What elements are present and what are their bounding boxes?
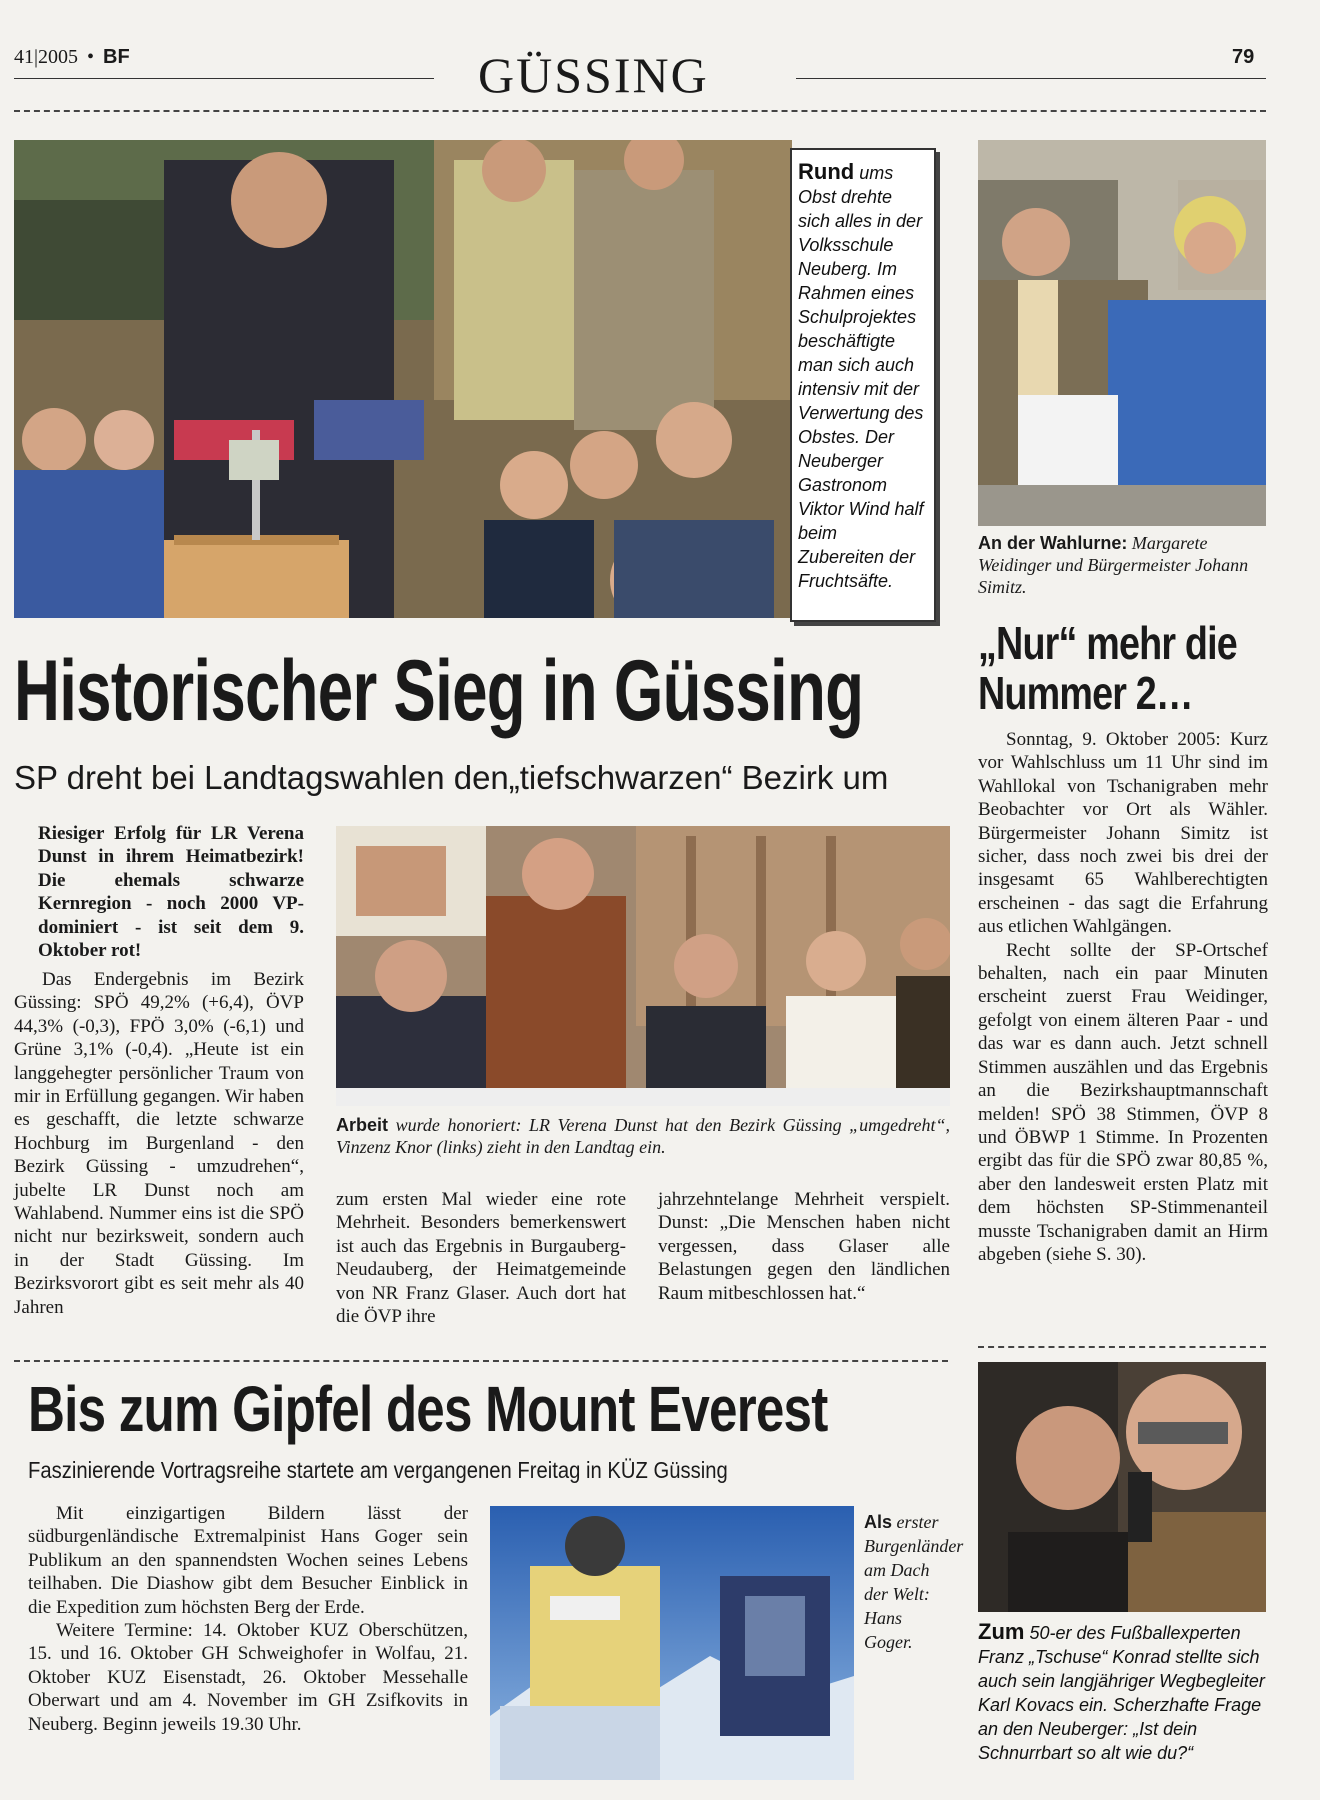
everest-para1: Mit einzigartigen Bildern lässt der südburgenländische Extremalpinist Hans Goger sein Publikum an den spannendsten Wochen seines Lebens teilhaben. Die Diashow gibt dem Besucher Einblick in die Expedition zum höchsten Berg der Erde. [28,1503,468,1618]
main-headline: Historischer Sieg in Güssing [14,643,864,739]
header-rule-right [796,78,1266,79]
main-lead: Riesiger Erfolg für LR Verena Dunst in ihrem Heimatbezirk! Die ehemals schwarze Kernregion - noch 2000 VP-dominiert - ist seit dem 9. Oktober rot! [38,823,304,962]
konrad-kovacs-photo [978,1362,1266,1612]
side-article-body [978,728,1268,1266]
main-col2-text: zum ersten Mal wieder eine rote Mehrheit. Besonders bemerkenswert ist auch das Ergebnis in Burgauberg-Neudauberg, der Heimatgemeinde von NR Franz Glaser. Auch dort hat die ÖVP ihre [336,1189,626,1328]
top-photo-caption-text: ums Obst drehte sich alles in der Volksschule Neuberg. Im Rahmen eines Schulprojektes beschäftigte man sich auch intensiv mit der Verwertung des Obstes. Der Neuberger Gastronom Viktor Wind half beim Zubereiten der Fruchtsäfte. [798,163,924,591]
bullet: • [87,46,95,68]
konrad-caption-text: 50-er des Fußballexperten Franz „Tschuse“ Konrad stellte sich auch sein langjähriger Wegbegleiter Karl Kovacs ein. Scherzhafte Frage an den Neuberger: „Ist dein Schnurrbart so alt wie du?“ [978,1623,1265,1763]
dunst-photo-caption [336,1114,950,1158]
konrad-photo-caption [978,1620,1266,1765]
everest-caption-lead: Als [864,1512,893,1532]
ballot-caption-text: Margarete Weidinger und Bürgermeister Johann Simitz. [978,533,1249,597]
section-title: GÜSSING [478,47,709,103]
main-col1 [14,968,304,1319]
side-para2: Recht sollte der SP-Ortschef behalten, nach ein paar Minuten erscheint zuerst Frau Weidinger, gefolgt von einem älteren Paar - und das war es dann auch. Jetzt schnell Stimmen auszählen und das Ergebnis an die Bezirkshauptmannschaft melden! SPÖ 38 Stimmen, ÖVP 8 und ÖBWP 1 Stimme. In Prozenten ergibt das für die SPÖ zwar 80,85 %, aber den landesweit ersten Platz mit dem höchsten SP-Stimmenanteil musste Tschanigraben damit an Hirm abgeben (siehe S. 30). [978,939,1268,1265]
header-divider [14,110,1266,112]
paper-label: BF [103,46,130,68]
apple-press-photo [14,140,792,618]
main-col1-text: Das Endergebnis im Bezirk Güssing: SPÖ 49,2% (+6,4), ÖVP 44,3% (-0,3), FPÖ 3,0% (-6,1) und Grüne 3,1% (-0,4). „Heute ist ein langgehegter persönlicher Traum von mir in Erfüllung gegangen. Wir haben es geschafft, die letzte schwarze Hochburg im Burgenland - den Bezirk Güssing - umzudrehen“, jubelte LR Dunst noch am Wahlabend. Nummer eins ist die SPÖ nicht nur bezirksweit, sondern auch in der Stadt Güssing. Im Bezirksvorort gibt es seit mehr als 40 Jahren [14,969,304,1318]
side-bottom-divider [978,1346,1266,1348]
dunst-press-photo [336,826,950,1106]
main-col3 [658,1188,950,1305]
page-number: 79 [1232,46,1255,68]
side-headline-2: Nummer 2… [978,667,1193,719]
everest-photo [490,1506,854,1780]
top-photo-caption-lead: Rund [798,159,855,184]
everest-subheadline: Faszinierende Vortragsreihe startete am vergangenen Freitag in KÜZ Güssing [28,1457,728,1483]
side-headline-1: „Nur“ mehr die [978,617,1237,669]
everest-headline: Bis zum Gipfel des Mount Everest [28,1373,828,1445]
konrad-caption-lead: Zum [978,1619,1025,1644]
main-col3-text: jahrzehntelange Mehrheit verspielt. Dunst: „Die Menschen haben nicht vergessen, dass Glaser alle Belastungen gegen den ländlichen Raum mitbeschlossen hat.“ [658,1189,950,1304]
main-subheadline: SP dreht bei Landtagswahlen den„tiefschwarzen“ Bezirk um [14,759,889,796]
everest-top-divider [14,1360,948,1362]
dunst-caption-lead: Arbeit [336,1115,389,1135]
ballot-photo-caption [978,532,1266,598]
issue-label: 41|2005 [14,46,79,68]
issue-number [14,46,130,69]
top-photo-caption [798,160,928,593]
dunst-caption-text: wurde honoriert: LR Verena Dunst hat den Bezirk Güssing „umgedreht“, Vinzenz Knor (links) zieht in den Landtag ein. [336,1115,951,1157]
side-para1: Sonntag, 9. Oktober 2005: Kurz vor Wahlschluss um 11 Uhr sind im Wahllokal von Tschanigraben mehr Beobachter vor Ort als Wähler. Bürgermeister Johann Simitz ist sicher, dass noch zwei bis drei der insgesamt 65 Wahlberechtigten erscheinen - das sagt die Erfahrung aus etlichen Wahlgängen. [978,729,1268,938]
ballot-box-photo [978,140,1266,526]
header-rule-left [14,78,434,79]
ballot-caption-lead: An der Wahlurne: [978,533,1128,553]
everest-para2: Weitere Termine: 14. Oktober KUZ Oberschützen, 15. und 16. Oktober GH Schweighofer in Wolfau, 21. Oktober KUZ Eisenstadt, 26. Oktober Messehalle Oberwart und am 4. November im GH Zsifkovits in Neuberg. Beginn jeweils 19.30 Uhr. [28,1620,468,1735]
everest-caption-text: erster Burgenländer am Dach der Welt: Hans Goger. [864,1512,964,1652]
everest-body [28,1502,468,1736]
everest-photo-caption [864,1510,964,1654]
main-col2 [336,1188,626,1328]
